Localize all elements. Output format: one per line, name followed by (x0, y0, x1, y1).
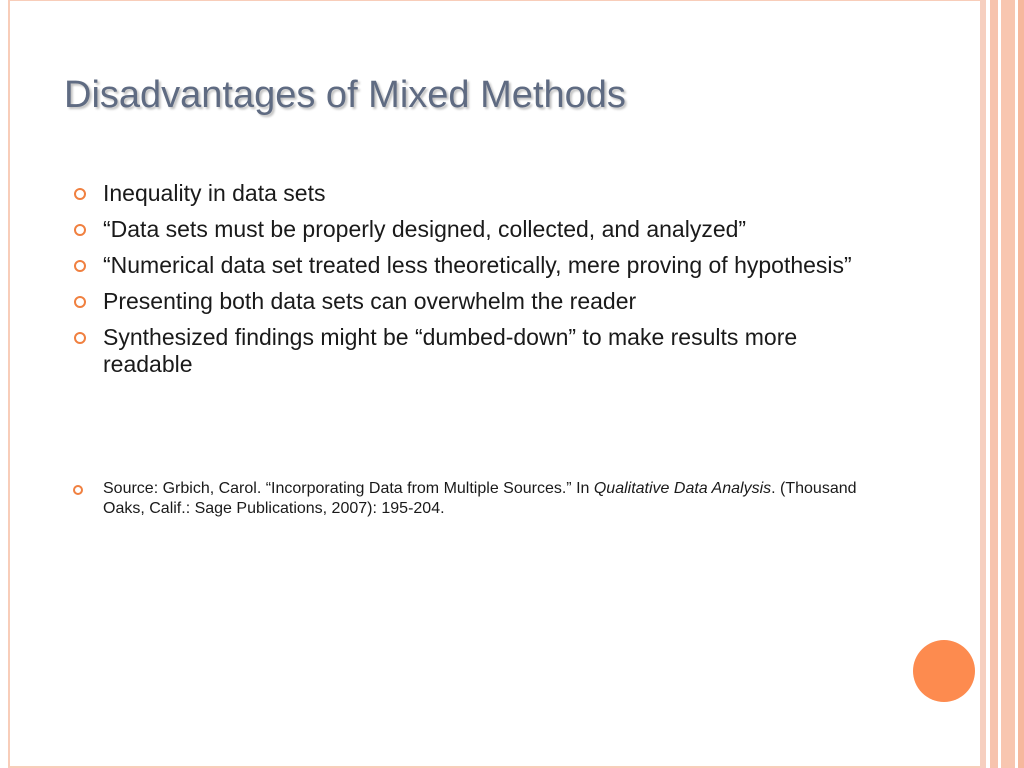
source-prefix: Source: Grbich, Carol. “Incorporating Data from Multiple Sources.” In (103, 480, 594, 497)
bullet-circle-icon (74, 260, 86, 272)
bullet-circle-icon (74, 296, 86, 308)
decorative-stripe (1001, 0, 1015, 768)
bullet-text: Presenting both data sets can overwhelm the reader (103, 288, 637, 314)
source-suffix: . (Thousand Oaks, Calif.: Sage Publications, 2007): 195-204. (103, 480, 857, 517)
decorative-stripe (990, 0, 998, 768)
bullet-text: Inequality in data sets (103, 180, 326, 206)
bullet-item (72, 288, 892, 315)
bullet-text: “Numerical data set treated less theoretically, mere proving of hypothesis” (103, 252, 852, 278)
bullet-item (72, 216, 892, 243)
bullet-item (72, 252, 892, 279)
bullet-item (72, 180, 892, 207)
bullet-list (72, 180, 892, 387)
bullet-text: Synthesized findings might be “dumbed-down” to make results more readable (103, 324, 798, 377)
source-book-title: Qualitative Data Analysis (593, 480, 772, 497)
bullet-item (72, 324, 892, 378)
bullet-circle-icon (73, 485, 83, 495)
bullet-circle-icon (74, 224, 86, 236)
bullet-text: “Data sets must be properly designed, collected, and analyzed” (103, 216, 747, 242)
bullet-circle-icon (74, 188, 86, 200)
bullet-circle-icon (74, 332, 86, 344)
frame-left-border (8, 0, 10, 768)
frame-top-border (8, 0, 980, 1)
accent-circle (913, 640, 975, 702)
slide-title: Disadvantages of Mixed Methods (64, 74, 626, 116)
decorative-stripe (1018, 0, 1024, 768)
source-citation (72, 479, 892, 519)
